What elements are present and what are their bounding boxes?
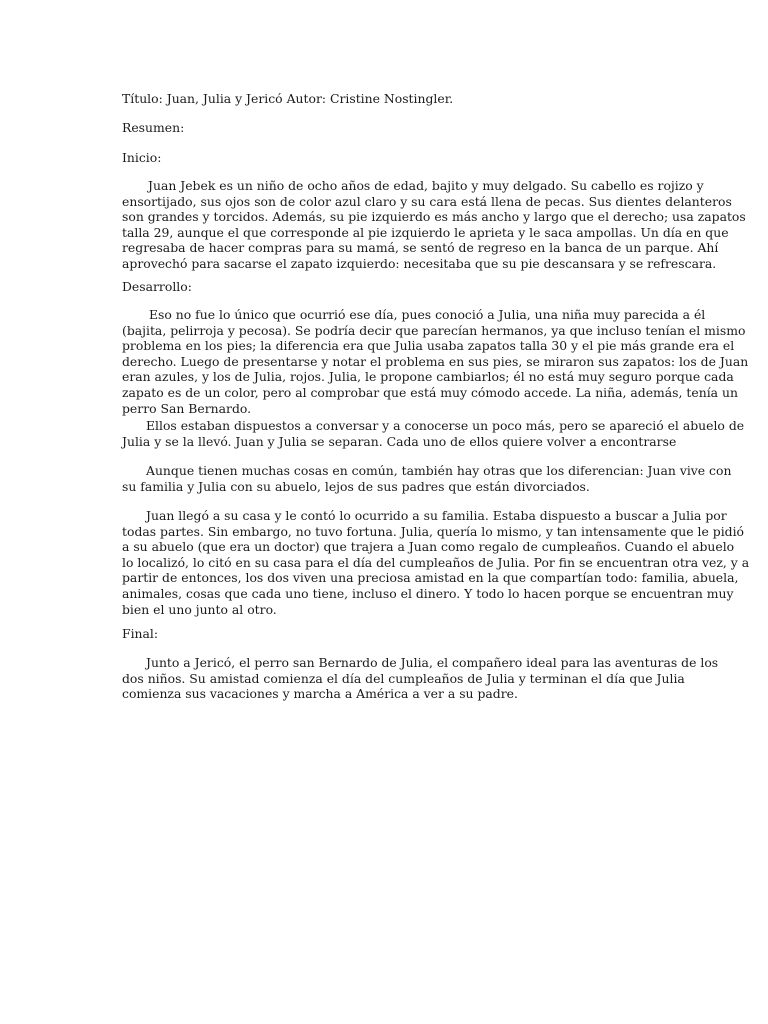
paragraph-line: son grandes y torcidos. Además, su pie izquierdo es más ancho y largo que el derecho; usa zapatos xyxy=(122,209,746,225)
paragraph-line: animales, cosas que cada uno tiene, incluso el dinero. Y todo lo hacen porque se encuentran muy xyxy=(122,585,734,601)
paragraph-line: ensortijado, sus ojos son de color azul claro y su cara está llena de pecas. Sus dientes delanteros xyxy=(122,193,732,209)
paragraph-line: regresaba de hacer compras para su mamá, se sentó de regreso en la banca de un parque. Ahí xyxy=(122,240,719,256)
paragraph-line: perro San Bernardo. xyxy=(122,400,252,416)
paragraph-line: Junto a Jericó, el perro san Bernardo de Julia, el compañero ideal para las aventuras de los xyxy=(146,655,719,670)
paragraph-line: partir de entonces, los dos viven una preciosa amistad en la que compartían todo: familia, abuela, xyxy=(122,570,739,586)
desarrollo-paragraph-2 xyxy=(122,418,744,449)
final-heading: Final: xyxy=(122,626,159,641)
paragraph-line: dos niños. Su amistad comienza el día del cumpleaños de Julia y terminan el día que Julia xyxy=(122,670,685,686)
paragraph-line: Juan llegó a su casa y le contó lo ocurrido a su familia. Estaba dispuesto a buscar a Julia por xyxy=(146,508,727,523)
paragraph-line: bien el uno junto al otro. xyxy=(122,601,277,617)
paragraph-line: comienza sus vacaciones y marcha a América a ver a su padre. xyxy=(122,686,518,702)
paragraph-line: lo localizó, lo citó en su casa para el día del cumpleaños de Julia. Por fin se encuentran otra vez, y a xyxy=(122,554,750,570)
paragraph-line: problema en los pies; la diferencia era que Julia usaba zapatos talla 30 y el pie más grande era el xyxy=(122,338,735,354)
paragraph-line: (bajita, pelirroja y pecosa). Se podría decir que parecían hermanos, ya que incluso tenían el mismo xyxy=(122,322,746,338)
paragraph-line: derecho. Luego de presentarse y notar el problema en sus pies, se miraron sus zapatos: los de Juan xyxy=(122,353,749,369)
desarrollo-paragraph-4 xyxy=(122,508,749,617)
paragraph-line: Juan Jebek es un niño de ocho años de edad, bajito y muy delgado. Su cabello es rojizo y xyxy=(148,178,704,193)
resumen-heading: Resumen: xyxy=(122,120,185,135)
paragraph-line: Ellos estaban dispuestos a conversar y a conocerse un poco más, pero se apareció el abuelo de xyxy=(146,418,745,433)
paragraph-line: Eso no fue lo único que ocurrió ese día, pues conoció a Julia, una niña muy parecida a él xyxy=(149,307,706,322)
desarrollo-paragraph-3 xyxy=(122,463,731,494)
paragraph-line: aprovechó para sacarse el zapato izquierdo: necesitaba que su pie descansara y se refrescara. xyxy=(122,255,717,271)
desarrollo-heading: Desarrollo: xyxy=(122,279,192,294)
inicio-paragraph xyxy=(122,178,746,272)
inicio-heading: Inicio: xyxy=(122,150,162,165)
paragraph-line: a su abuelo (que era un doctor) que trajera a Juan como regalo de cumpleaños. Cuando el abuelo xyxy=(122,539,735,555)
paragraph-line: zapato es de un color, pero al comprobar que está muy cómodo accede. La niña, además, tenía un xyxy=(122,384,738,400)
paragraph-line: talla 29, aunque el que corresponde al pie izquierdo le aprieta y le saca ampollas. Un día en que xyxy=(122,224,729,240)
paragraph-line: Aunque tienen muchas cosas en común, también hay otras que los diferencian: Juan vive con xyxy=(146,463,732,478)
paragraph-line: su familia y Julia con su abuelo, lejos de sus padres que están divorciados. xyxy=(122,478,590,494)
paragraph-line: todas partes. Sin embargo, no tuvo fortuna. Julia, quería lo mismo, y tan intensamente que le pidió xyxy=(122,523,745,539)
paragraph-line: Julia y se la llevó. Juan y Julia se separan. Cada uno de ellos quiere volver a encontrarse xyxy=(122,433,677,449)
document-title-line: Título: Juan, Julia y Jericó Autor: Cristine Nostingler. xyxy=(122,91,454,106)
paragraph-line: eran azules, y los de Julia, rojos. Julia, le propone cambiarlos; él no está muy seguro porque cada xyxy=(122,369,734,385)
final-paragraph xyxy=(122,655,718,702)
desarrollo-paragraph-1 xyxy=(122,307,748,416)
